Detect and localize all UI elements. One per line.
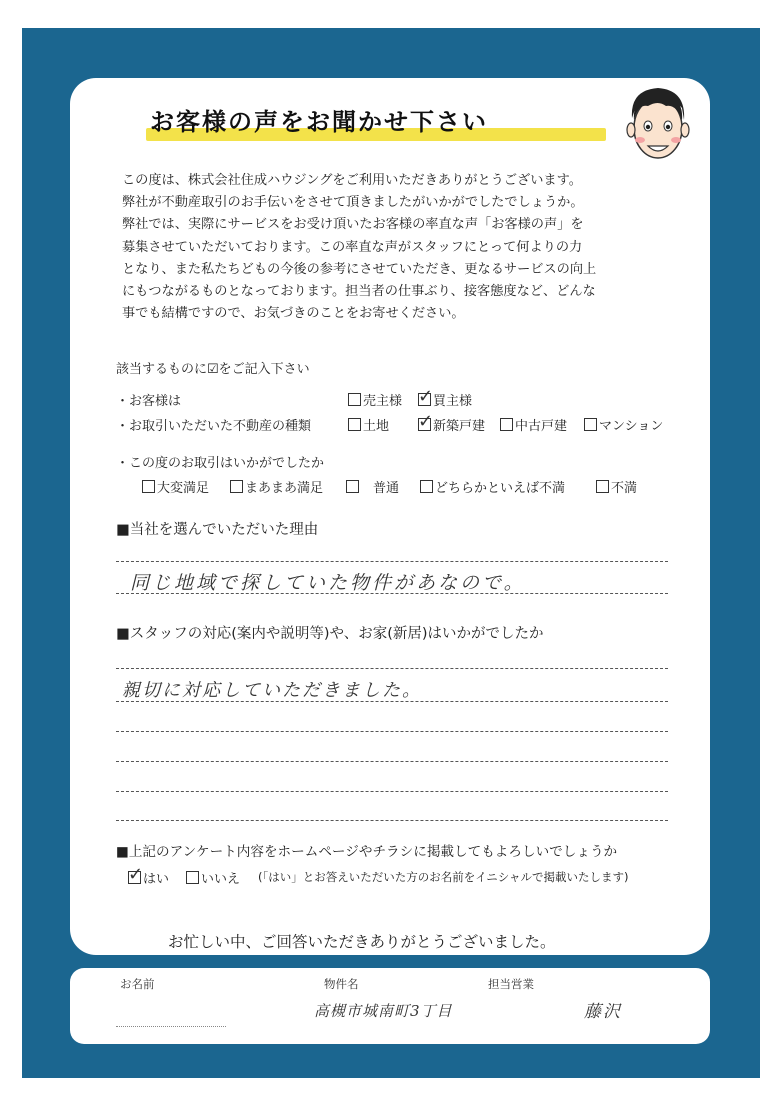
option-new-house[interactable]: ✓ 新築戸建	[418, 411, 486, 434]
option-publish-yes[interactable]: ✓ はい	[128, 864, 170, 887]
check-mark-icon: ✓	[128, 864, 144, 885]
footer-agent-value[interactable]: 藤沢	[584, 1002, 622, 1022]
footer-property-value[interactable]: 高槻市城南町3丁目	[314, 1002, 453, 1020]
option-very-satisfied[interactable]: 大変満足	[142, 477, 209, 496]
checkbox[interactable]	[420, 480, 433, 493]
option-publish-no[interactable]: いいえ	[186, 868, 240, 887]
option-used-house[interactable]: 中古戸建	[500, 415, 567, 434]
checkbox[interactable]	[500, 418, 513, 431]
checkbox-checked[interactable]	[418, 386, 434, 407]
option-mansion[interactable]: マンション	[584, 415, 663, 434]
check-mark-icon: ✓	[418, 411, 434, 432]
intro-line: この度は、株式会社住成ハウジングをご利用いただきありがとうございます。	[122, 173, 582, 188]
footer-property-label: 物件名	[324, 977, 359, 991]
intro-line: となり、また私たちどもの今後の参考にさせていただき、更なるサービスの向上	[122, 261, 597, 277]
question-customer-label: ・お客様は	[116, 394, 182, 409]
option-somewhat-dissatisfied[interactable]: どちらかといえば不満	[420, 477, 565, 496]
page-title: お客様の声をお聞かせ下さい	[150, 108, 488, 136]
checkbox[interactable]	[346, 480, 359, 493]
answer-line	[116, 820, 668, 821]
section-reason-heading: ■当社を選んでいただいた理由	[116, 522, 319, 538]
footer-name-label: お名前	[120, 977, 155, 991]
publish-note: (「はい」とお答えいただいた方のお名前をイニシャルで掲載いたします)	[258, 870, 629, 884]
check-mark-icon: ✓	[418, 386, 434, 407]
name-field-line	[116, 1026, 226, 1027]
intro-line: 募集させていただいております。この率直な声がスタッフにとって何よりの力	[122, 239, 583, 255]
checkbox-checked[interactable]	[128, 864, 144, 885]
question-property-label: ・お取引いただいた不動産の種類	[116, 419, 312, 434]
answer-line	[116, 561, 668, 562]
intro-text	[122, 170, 682, 325]
checkbox[interactable]	[230, 480, 243, 493]
checkbox[interactable]	[584, 418, 597, 431]
staff-answer[interactable]: 親切に対応していただきました。	[122, 680, 422, 701]
reason-answer[interactable]: 同じ地域で探していた物件があなので。	[130, 572, 526, 594]
checkbox[interactable]	[142, 480, 155, 493]
checkbox[interactable]	[348, 418, 361, 431]
option-land[interactable]: 土地	[348, 415, 389, 434]
option-seller[interactable]: 売主様	[348, 390, 402, 409]
intro-line: 弊社が不動産取引のお手伝いをさせて頂きましたがいかがでしたでしょうか。	[122, 195, 584, 211]
question-satisfaction-label: ・この度のお取引はいかがでしたか	[116, 456, 325, 471]
footer-agent-label: 担当営業	[488, 977, 534, 991]
answer-line	[116, 791, 668, 792]
checkbox[interactable]	[596, 480, 609, 493]
checkbox-checked[interactable]	[418, 411, 434, 432]
intro-line: 事でも結構ですので、お気づきのことをお寄せください。	[122, 306, 465, 322]
section-publish-heading: ■上記のアンケート内容をホームページやチラシに掲載してもよろしいでしょうか	[116, 844, 618, 860]
checkbox[interactable]	[186, 871, 199, 884]
option-buyer[interactable]: ✓ 買主様	[418, 386, 473, 409]
option-somewhat-satisfied[interactable]: まあまあ満足	[230, 477, 323, 496]
checkbox[interactable]	[348, 393, 361, 406]
answer-line	[116, 701, 668, 702]
answer-line	[116, 668, 668, 669]
intro-line: にもつながるものとなっております。担当者の仕事ぶり、接客態度など、どんな	[122, 284, 596, 300]
checkbox-instruction: 該当するものに☑をご記入下さい	[116, 362, 310, 377]
section-staff-heading: ■スタッフの対応(案内や説明等)や、お家(新居)はいかがでしたか	[116, 626, 544, 642]
answer-line	[116, 593, 668, 594]
option-neutral[interactable]: 普通	[346, 477, 399, 496]
intro-line: 弊社では、実際にサービスをお受け頂いたお客様の率直な声「お客様の声」を	[122, 217, 584, 233]
option-dissatisfied[interactable]: 不満	[596, 477, 637, 496]
thanks-message: お忙しい中、ご回答いただきありがとうございました。	[168, 933, 556, 951]
staff-face-illustration	[622, 82, 692, 166]
answer-line	[116, 761, 668, 762]
answer-line	[116, 731, 668, 732]
